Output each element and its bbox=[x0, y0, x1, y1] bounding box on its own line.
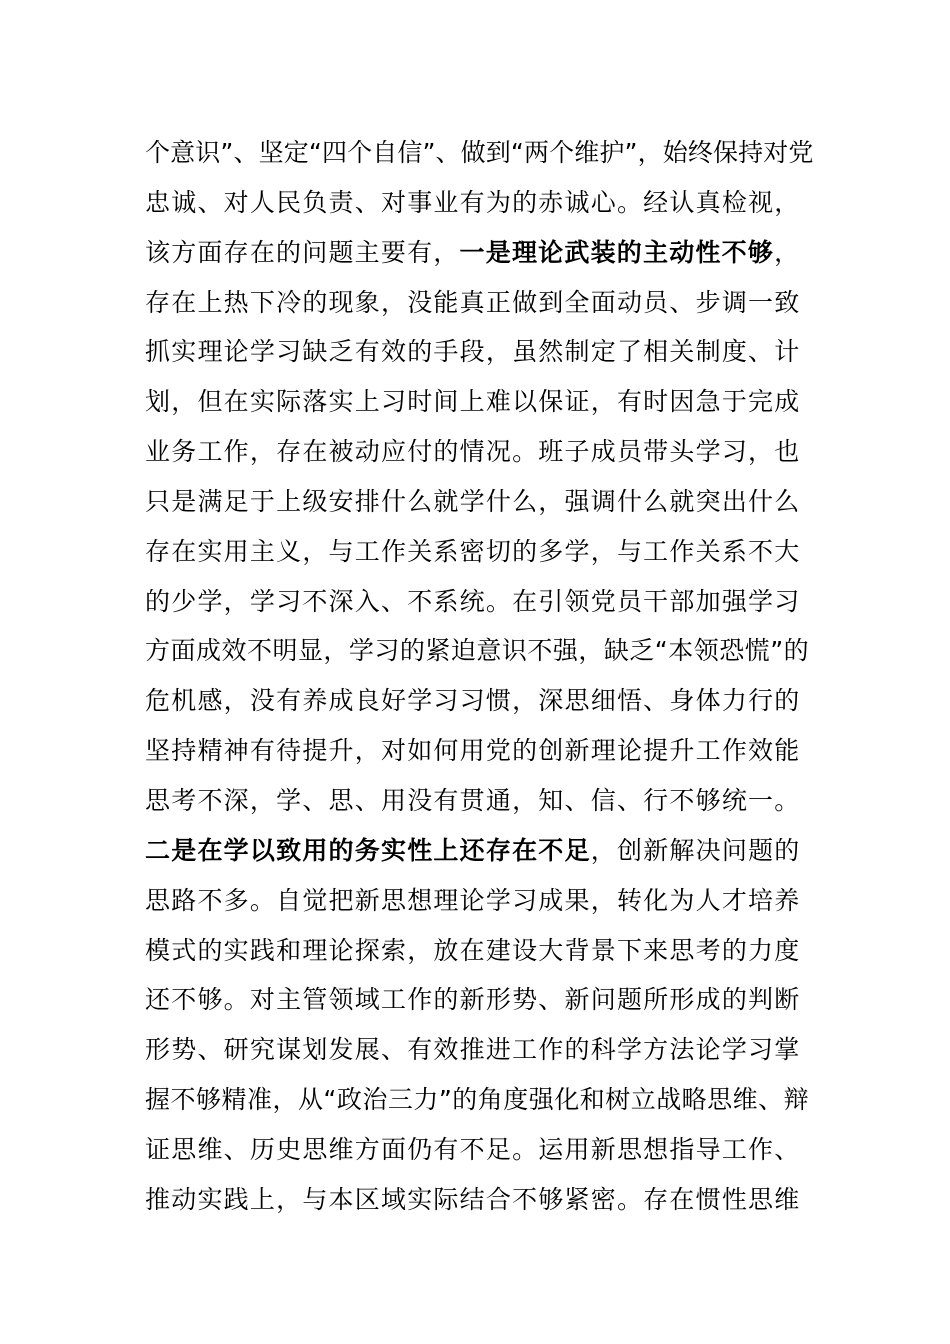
text-run: ， bbox=[774, 237, 801, 267]
text-line bbox=[145, 926, 815, 976]
text-run: 忠诚、对人民负责、对事业有为的赤诚心。经认真检视， bbox=[145, 187, 801, 217]
text-line bbox=[145, 327, 815, 377]
text-line bbox=[145, 626, 815, 676]
text-run: 抓实理论学习缺乏有效的手段，虽然制定了相关制度、计 bbox=[145, 337, 801, 367]
text-line bbox=[145, 128, 815, 178]
bold-heading-point-two: 二是在学以致用的务实性上还存在不足 bbox=[145, 835, 591, 865]
text-line bbox=[145, 1075, 815, 1125]
text-run: 该方面存在的问题主要有， bbox=[145, 237, 460, 267]
text-line bbox=[145, 477, 815, 527]
text-run: 业务工作，存在被动应付的情况。班子成员带头学习，也 bbox=[145, 437, 801, 467]
text-line bbox=[145, 776, 815, 826]
text-line bbox=[145, 676, 815, 726]
text-line bbox=[145, 577, 815, 627]
text-run: 的少学，学习不深入、不系统。在引领党员干部加强学习 bbox=[145, 586, 801, 616]
text-run: 个意识”、坚定“四个自信”、做到“两个维护”，始终保持对党 bbox=[145, 138, 814, 167]
text-line bbox=[145, 975, 815, 1025]
text-run: 思考不深，学、思、用没有贯通，知、信、行不够统一。 bbox=[145, 785, 801, 815]
text-run: 存在实用主义，与工作关系密切的多学，与工作关系不大 bbox=[145, 536, 801, 566]
text-run: 方面成效不明显，学习的紧迫意识不强，缺乏“本领恐慌”的 bbox=[145, 636, 810, 666]
text-run: 证思维、历史思维方面仍有不足。运用新思想指导工作、 bbox=[145, 1134, 801, 1164]
text-run: 划，但在实际落实上习时间上难以保证，有时因急于完成 bbox=[145, 387, 801, 417]
text-line bbox=[145, 1025, 815, 1075]
text-line bbox=[145, 726, 815, 776]
text-run: 还不够。对主管领域工作的新形势、新问题所形成的判断 bbox=[145, 985, 801, 1015]
text-line bbox=[145, 876, 815, 926]
text-line bbox=[145, 228, 815, 278]
bold-heading-point-one: 一是理论武装的主动性不够 bbox=[459, 237, 775, 267]
text-run: 坚持精神有待提升，对如何用党的创新理论提升工作效能 bbox=[145, 736, 801, 766]
text-line bbox=[145, 427, 815, 477]
text-line bbox=[145, 1175, 815, 1225]
text-line bbox=[145, 826, 815, 876]
text-run: 危机感，没有养成良好学习习惯，深思细悟、身体力行的 bbox=[145, 686, 801, 716]
text-run: 只是满足于上级安排什么就学什么，强调什么就突出什么 bbox=[145, 486, 801, 516]
text-run: 形势、研究谋划发展、有效推进工作的科学方法论学习掌 bbox=[145, 1035, 801, 1065]
text-line bbox=[145, 1125, 815, 1175]
text-line bbox=[145, 377, 815, 427]
text-line bbox=[145, 527, 815, 577]
body-text bbox=[145, 128, 815, 1225]
text-line bbox=[145, 278, 815, 328]
text-run: 推动实践上，与本区域实际结合不够紧密。存在惯性思维 bbox=[145, 1184, 801, 1214]
text-run: 思路不多。自觉把新思想理论学习成果，转化为人才培养 bbox=[145, 885, 801, 915]
text-run: 模式的实践和理论探索，放在建设大背景下来思考的力度 bbox=[145, 935, 801, 965]
text-line bbox=[145, 178, 815, 228]
text-run: 握不够精准，从“政治三力”的角度强化和树立战略思维、辩 bbox=[145, 1085, 810, 1115]
text-run: ，创新解决问题的 bbox=[590, 835, 801, 865]
text-run: 存在上热下冷的现象，没能真正做到全面动员、步调一致 bbox=[145, 287, 801, 317]
